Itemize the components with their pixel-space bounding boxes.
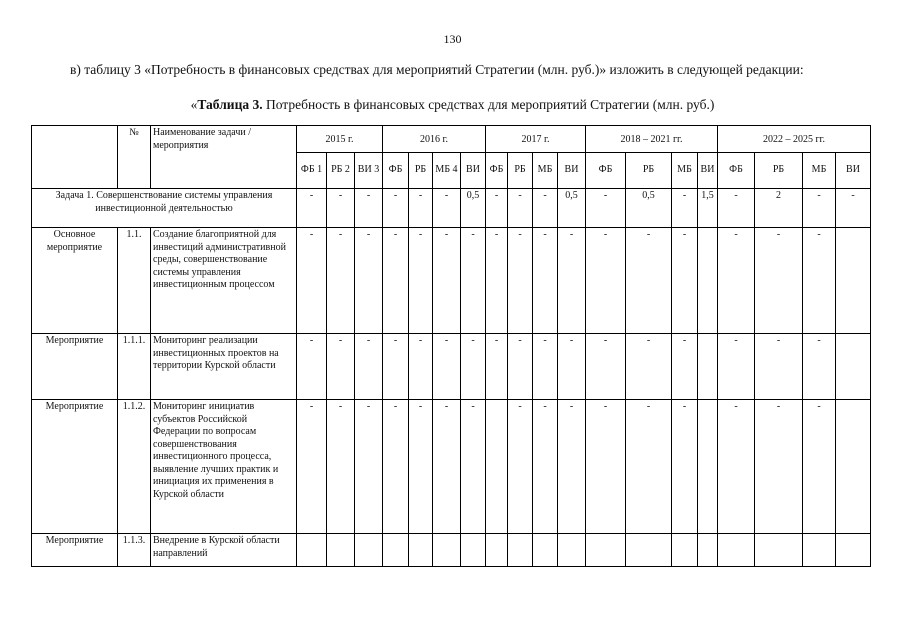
activity-value-cell: - [626, 228, 672, 334]
header-period-2015: 2015 г. [297, 126, 383, 153]
table-title [0, 97, 905, 113]
activity-value-cell: - [672, 228, 698, 334]
activity-value-cell: - [355, 334, 383, 400]
activity-value-cell: - [433, 228, 461, 334]
activity-value-cell: - [803, 228, 836, 334]
header-source-cell: РБ 2 [327, 153, 355, 189]
activity-value-cell [755, 534, 803, 567]
activity-value-cell: - [755, 400, 803, 534]
activity-value-cell [383, 534, 409, 567]
activity-value-cell [297, 534, 327, 567]
activity-value-cell [533, 534, 558, 567]
activity-value-cell: - [672, 400, 698, 534]
table-title-bold: Таблица 3. [197, 97, 263, 112]
activity-value-cell: - [433, 334, 461, 400]
header-source-cell: ВИ [698, 153, 718, 189]
activity-type: Мероприятие [32, 400, 118, 534]
activity-value-cell [355, 534, 383, 567]
activity-type: Основное мероприятие [32, 228, 118, 334]
activity-value-cell [327, 534, 355, 567]
page-number: 130 [443, 32, 462, 46]
activity-value-cell: - [409, 334, 433, 400]
activity-value-cell: - [533, 334, 558, 400]
activity-value-cell: - [718, 400, 755, 534]
activity-value-cell: - [558, 334, 586, 400]
activity-value-cell [803, 534, 836, 567]
activity-value-cell: - [533, 400, 558, 534]
activity-value-cell: - [586, 228, 626, 334]
activity-value-cell [698, 400, 718, 534]
activity-value-cell: - [718, 334, 755, 400]
activity-name: Мониторинг реализации инвестиционных проектов на территории Курской области [151, 334, 297, 400]
task-value-cell: 1,5 [698, 189, 718, 228]
intro-paragraph: в) таблицу 3 «Потребность в финансовых средствах для мероприятий Стратегии (млн. руб.)» изложить в следующей редакции: [70, 62, 804, 77]
activity-value-cell: - [586, 334, 626, 400]
task-value-cell: - [672, 189, 698, 228]
activity-value-cell: - [355, 400, 383, 534]
header-source-cell: МБ [533, 153, 558, 189]
task-value-cell: - [586, 189, 626, 228]
activity-value-cell: - [508, 334, 533, 400]
task-value-cell: - [533, 189, 558, 228]
activity-value-cell: - [461, 334, 486, 400]
header-source-cell: ФБ [586, 153, 626, 189]
header-source-cell: РБ [755, 153, 803, 189]
task-row [32, 189, 871, 228]
header-period-2018-2021: 2018 – 2021 гг. [586, 126, 718, 153]
task-value-cell: - [836, 189, 871, 228]
header-source-cell: ФБ [486, 153, 508, 189]
header-source-cell: МБ [672, 153, 698, 189]
activity-value-cell [698, 334, 718, 400]
activity-value-cell: - [383, 228, 409, 334]
header-source-cell: ФБ [383, 153, 409, 189]
header-type-cell [32, 126, 118, 189]
header-name: Наименование задачи / мероприятия [151, 126, 297, 189]
task-value-cell: - [718, 189, 755, 228]
activity-value-cell [718, 534, 755, 567]
activity-value-cell: - [508, 228, 533, 334]
activity-type: Мероприятие [32, 334, 118, 400]
activity-value-cell: - [718, 228, 755, 334]
task-value-cell: - [409, 189, 433, 228]
task-value-cell: - [433, 189, 461, 228]
activity-num: 1.1.1. [118, 334, 151, 400]
activity-value-cell: - [486, 334, 508, 400]
activity-value-cell [461, 534, 486, 567]
activity-value-cell [508, 534, 533, 567]
activity-value-cell: - [558, 228, 586, 334]
activity-value-cell [486, 400, 508, 534]
activity-value-cell: - [327, 334, 355, 400]
header-source-cell: РБ [409, 153, 433, 189]
task-value-cell: 0,5 [626, 189, 672, 228]
task-value-cell: 0,5 [461, 189, 486, 228]
header-source-cell: РБ [508, 153, 533, 189]
activity-value-cell: - [383, 400, 409, 534]
activity-row [32, 228, 871, 334]
header-period-2017: 2017 г. [486, 126, 586, 153]
activity-value-cell [433, 534, 461, 567]
activity-value-cell: - [297, 400, 327, 534]
activity-value-cell [586, 534, 626, 567]
task-value-cell: - [327, 189, 355, 228]
financing-table [31, 125, 871, 567]
task-name: Задача 1. Совершенствование системы управления инвестиционной деятельностью [32, 189, 297, 228]
activity-name: Мониторинг инициатив субъектов Российской Федерации по вопросам совершенствования инвестиционного процесса, выявление лучших практик и инициация их применения в Курской области [151, 400, 297, 534]
task-value-cell: - [383, 189, 409, 228]
activity-value-cell: - [409, 228, 433, 334]
activity-value-cell: - [327, 228, 355, 334]
activity-value-cell [836, 534, 871, 567]
header-source-cell: МБ [803, 153, 836, 189]
activity-row [32, 400, 871, 534]
task-value-cell: - [355, 189, 383, 228]
table-title-rest: Потребность в финансовых средствах для мероприятий Стратегии (млн. руб.) [262, 97, 715, 112]
activity-value-cell: - [755, 228, 803, 334]
activity-value-cell: - [626, 334, 672, 400]
activity-value-cell: - [803, 334, 836, 400]
header-num: № [118, 126, 151, 189]
activity-value-cell: - [508, 400, 533, 534]
activity-value-cell: - [486, 228, 508, 334]
table-title-prefix: « [190, 97, 198, 112]
header-row-periods [32, 126, 871, 153]
activity-value-cell [558, 534, 586, 567]
activity-value-cell [672, 534, 698, 567]
activity-value-cell: - [803, 400, 836, 534]
task-value-cell: - [486, 189, 508, 228]
task-value-cell: - [803, 189, 836, 228]
activity-value-cell [698, 534, 718, 567]
activity-value-cell: - [297, 334, 327, 400]
activity-value-cell [486, 534, 508, 567]
activity-value-cell [836, 400, 871, 534]
header-source-cell: МБ 4 [433, 153, 461, 189]
activity-num: 1.1. [118, 228, 151, 334]
activity-type: Мероприятие [32, 534, 118, 567]
activity-row [32, 534, 871, 567]
task-value-cell: 2 [755, 189, 803, 228]
header-period-2022-2025: 2022 – 2025 гг. [718, 126, 871, 153]
activity-value-cell: - [755, 334, 803, 400]
activity-value-cell: - [327, 400, 355, 534]
activity-value-cell: - [672, 334, 698, 400]
activity-value-cell: - [461, 228, 486, 334]
activity-value-cell [409, 534, 433, 567]
activity-value-cell [698, 228, 718, 334]
activity-row [32, 334, 871, 400]
header-source-cell: ФБ 1 [297, 153, 327, 189]
header-source-cell: ВИ [461, 153, 486, 189]
activity-value-cell: - [433, 400, 461, 534]
task-value-cell: - [297, 189, 327, 228]
header-period-2016: 2016 г. [383, 126, 486, 153]
activity-num: 1.1.2. [118, 400, 151, 534]
activity-value-cell [626, 534, 672, 567]
header-source-cell: ВИ [836, 153, 871, 189]
activity-value-cell: - [533, 228, 558, 334]
header-source-cell: РБ [626, 153, 672, 189]
activity-value-cell: - [355, 228, 383, 334]
header-source-cell: ВИ [558, 153, 586, 189]
task-value-cell: - [508, 189, 533, 228]
activity-value-cell: - [626, 400, 672, 534]
activity-value-cell: - [461, 400, 486, 534]
activity-value-cell: - [558, 400, 586, 534]
task-value-cell: 0,5 [558, 189, 586, 228]
header-source-cell: ВИ 3 [355, 153, 383, 189]
activity-num: 1.1.3. [118, 534, 151, 567]
activity-name: Создание благоприятной для инвестиций административной среды, совершенствование системы управления инвестиционным процессом [151, 228, 297, 334]
activity-value-cell: - [586, 400, 626, 534]
activity-value-cell: - [297, 228, 327, 334]
header-source-cell: ФБ [718, 153, 755, 189]
activity-value-cell: - [383, 334, 409, 400]
activity-name: Внедрение в Курской области направлений [151, 534, 297, 567]
activity-value-cell [836, 228, 871, 334]
activity-value-cell: - [409, 400, 433, 534]
activity-value-cell [836, 334, 871, 400]
